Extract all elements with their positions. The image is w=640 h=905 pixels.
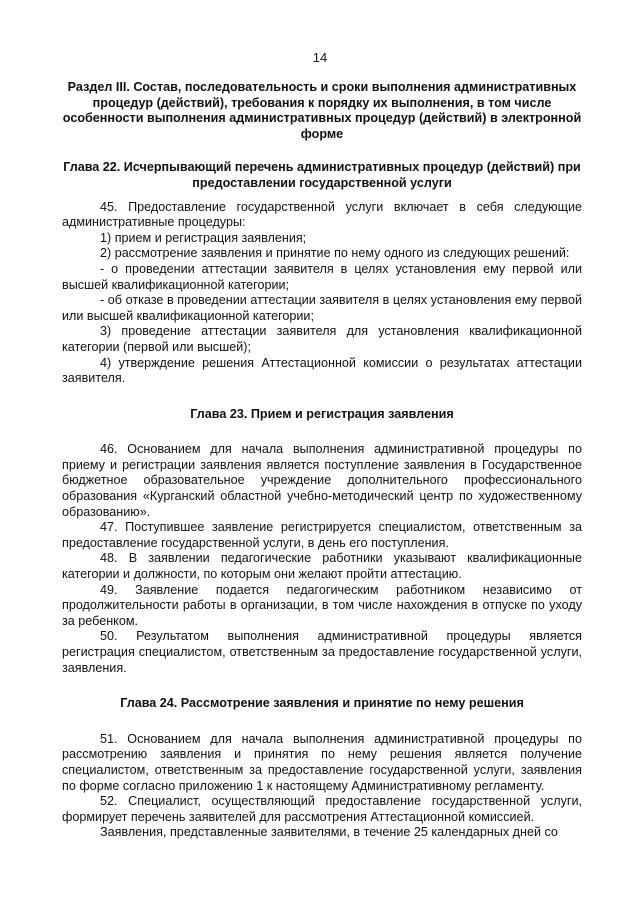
page-number: 14 <box>312 50 328 65</box>
list-item-2: 2) рассмотрение заявления и принятие по нему одного из следующих решений: <box>100 246 570 261</box>
paragraph-46: 46. Основанием для начала выполнения административной процедуры по приему и регистрации заявления является поступление заявления в Государственное бюджетное образовательное учреждение дополнительного профессионального образования «Курганский областной учебно-методический центр по художественному образованию». <box>62 442 582 519</box>
list-item-2b: - об отказе в проведении аттестации заявителя в целях установления ему первой или высшей квалификационной категории; <box>62 293 582 323</box>
chapter-22-title: Глава 22. Исчерпывающий перечень административных процедур (действий) при предоставлении государственной услуги <box>63 160 581 190</box>
paragraph-50: 50. Результатом выполнения административной процедуры является регистрация специалистом, ответственным за предоставление государственной услуги, заявления. <box>62 629 582 675</box>
list-item-1: 1) прием и регистрация заявления; <box>100 230 307 245</box>
list-item-3: 3) проведение аттестации заявителя для установления квалификационной категории (первой или высшей); <box>62 324 582 354</box>
paragraph-47: 47. Поступившее заявление регистрируется специалистом, ответственным за предоставление государственной услуги, в день его поступления. <box>62 520 582 550</box>
section-title: Раздел III. Состав, последовательность и сроки выполнения административных процедур (действий), требования к порядку их выполнения, в том числе особенности выполнения административных процедур (действий) в электронной форме <box>62 80 582 141</box>
paragraph-51: 51. Основанием для начала выполнения административной процедуры по рассмотрению заявления и принятия по нему решения является получение специалистом, ответственным за предоставление государственной услуги, заявления по форме согласно приложению 1 к настоящему Административному регламенту. <box>62 731 582 793</box>
paragraph-45: 45. Предоставление государственной услуги включает в себя следующие административные процедуры: <box>62 199 582 230</box>
paragraph-52-continued: Заявления, представленные заявителями, в течение 25 календарных дней со <box>100 825 558 840</box>
document-body <box>62 80 582 841</box>
chapter-23-title: Глава 23. Прием и регистрация заявления <box>190 406 454 421</box>
paragraph-49: 49. Заявление подается педагогическим работником независимо от продолжительности работы в организации, в том числе нахождения в отпуске по уходу за ребенком. <box>62 582 582 628</box>
paragraph-48: 48. В заявлении педагогические работники указывают квалификационные категории и должности, по которым они желают пройти аттестацию. <box>62 551 582 582</box>
paragraph-52: 52. Специалист, осуществляющий предоставление государственной услуги, формирует перечень заявителей для рассмотрения Аттестационной комиссией. <box>62 794 582 824</box>
list-item-4: 4) утверждение решения Аттестационной комиссии о результатах аттестации заявителя. <box>62 355 582 386</box>
list-item-2a: - о проведении аттестации заявителя в целях установления ему первой или высшей квалификационной категории; <box>62 261 582 292</box>
chapter-24-title: Глава 24. Рассмотрение заявления и принятие по нему решения <box>120 696 524 711</box>
